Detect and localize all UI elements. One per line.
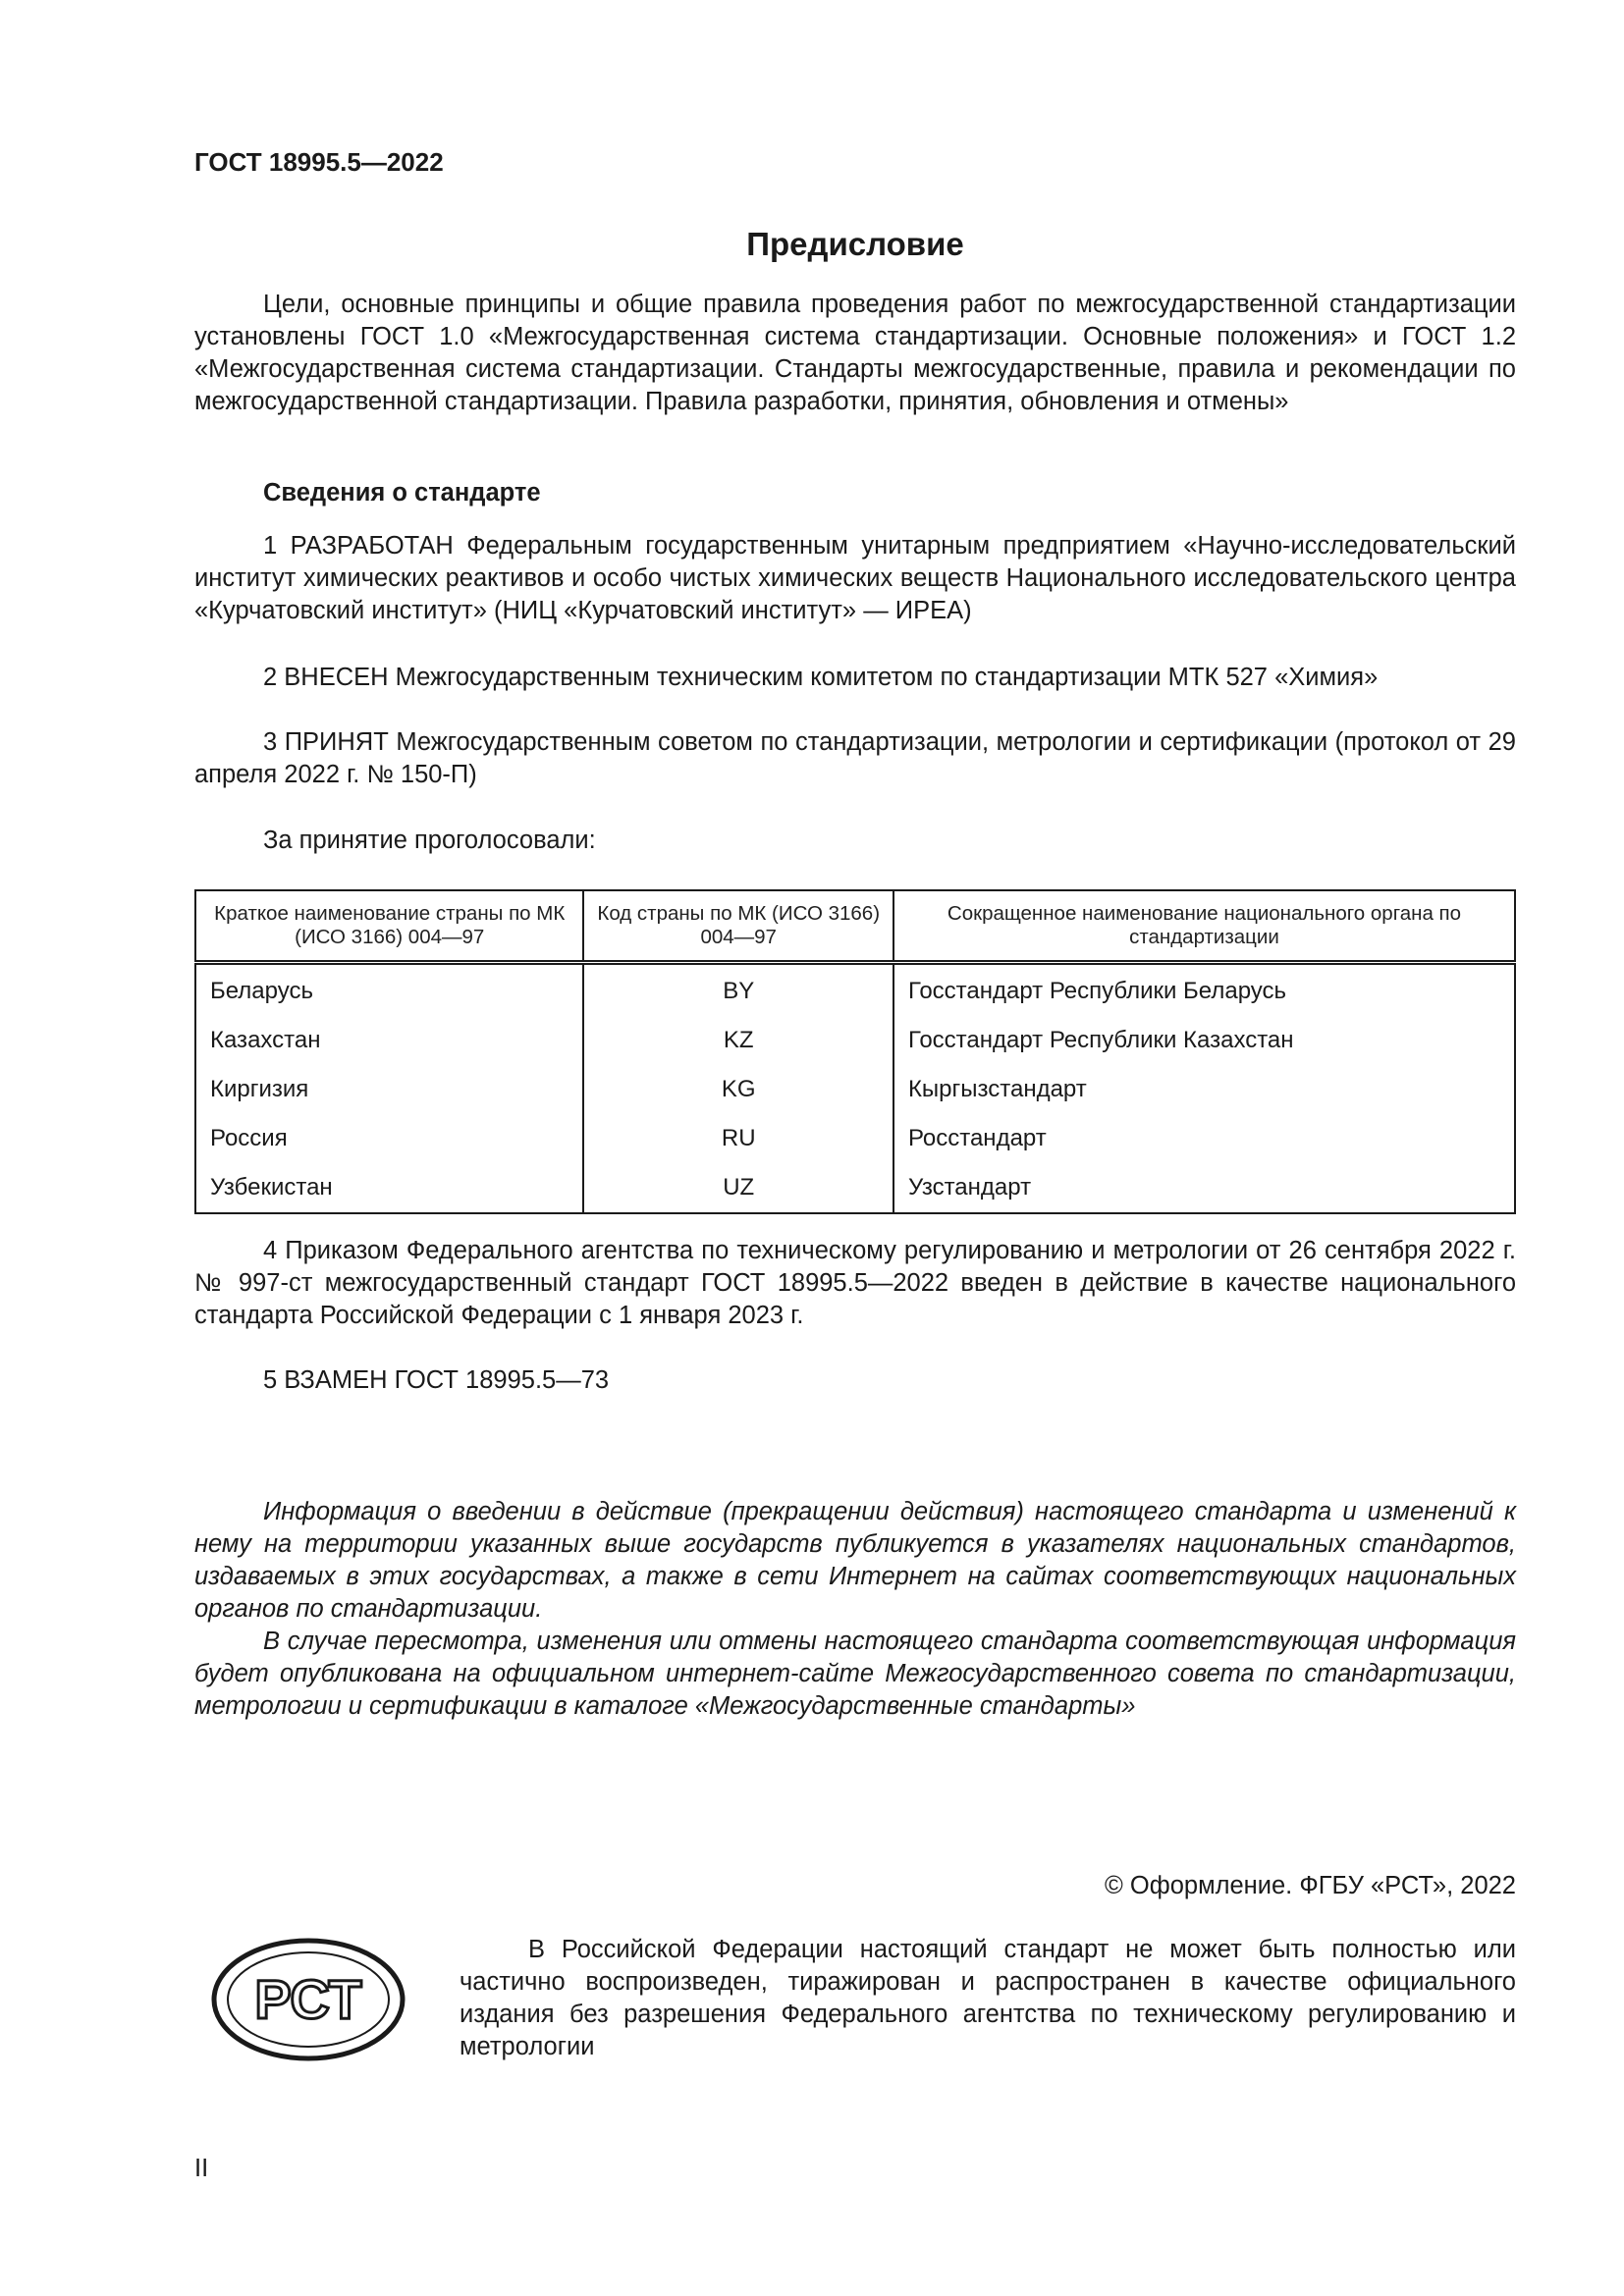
intro-paragraph: Цели, основные принципы и общие правила проведения работ по межгосударственной стандартизации установлены ГОСТ 1.0 «Межгосударственная система стандартизации. Основные положения» и ГОСТ 1.2 «Межгосударственная система стандартизации. Стандарты межгосударственные, правила и рекомендации по межгосударственной стандартизации. Правила разработки, принятия, обновления и отмены» [194,291,1516,415]
country-name: Узбекистан [195,1163,583,1213]
country-name: Казахстан [195,1016,583,1065]
page-title: Предисловие [746,226,964,262]
standards-body: Кыргызстандарт [893,1065,1515,1114]
country-code: BY [583,963,893,1017]
country-name: Россия [195,1114,583,1163]
country-code: KZ [583,1016,893,1065]
logo-text: РСТ [254,1968,362,2030]
table-row [195,1065,1515,1114]
item-adopted: 3 ПРИНЯТ Межгосударственным советом по стандартизации, метрологии и сертификации (протокол от 29 апреля 2022 г. № 150-П) [194,728,1516,788]
country-code: KG [583,1065,893,1114]
revision-notice: В случае пересмотра, изменения или отмены настоящего стандарта соответствующая информация будет опубликована на официальном интернет-сайте Межгосударственного совета по стандартизации, метрологии и сертификации в каталоге «Межгосударственные стандарты» [194,1628,1516,1720]
table-header-row [195,890,1515,963]
standards-body: Узстандарт [893,1163,1515,1213]
copyright-line: © Оформление. ФГБУ «РСТ», 2022 [1105,1872,1516,1899]
section-heading: Сведения о стандарте [263,479,541,507]
table-row [195,1114,1515,1163]
table-row [195,1016,1515,1065]
column-header-country: Краткое наименование страны по МК (ИСО 3166) 004—97 [195,890,583,963]
info-notice: Информация о введении в действие (прекращении действия) настоящего стандарта и изменений к нему на территории указанных выше государств публикуется в указателях национальных стандартов, издаваемых в этих государствах, а также в сети Интернет на сайтах соответствующих национальных органов по стандартизации. [194,1498,1516,1623]
table-row [195,963,1515,1017]
country-name: Киргизия [195,1065,583,1114]
item-enacted: 4 Приказом Федерального агентства по техническому регулированию и метрологии от 26 сентября 2022 г. № 997-ст межгосударственный стандарт ГОСТ 18995.5—2022 введен в действие в качестве национального стандарта Российской Федерации с 1 января 2023 г. [194,1237,1516,1329]
column-header-code: Код страны по МК (ИСО 3166) 004—97 [583,890,893,963]
country-name: Беларусь [195,963,583,1017]
country-code: RU [583,1114,893,1163]
standards-body: Госстандарт Республики Казахстан [893,1016,1515,1065]
voting-countries-table [194,889,1516,1214]
item-submitted: 2 ВНЕСЕН Межгосударственным техническим комитетом по стандартизации МТК 527 «Химия» [263,664,1379,691]
standard-code-header: ГОСТ 18995.5—2022 [194,147,444,177]
table-row [195,1163,1515,1213]
column-header-body: Сокращенное наименование национального органа по стандартизации [893,890,1515,963]
rst-logo-icon [210,1936,406,2063]
legal-notice: В Российской Федерации настоящий стандарт не может быть полностью или частично воспроизведен, тиражирован и распространен в качестве официального издания без разрешения Федерального агентства по техническому регулированию и метрологии [460,1936,1516,2060]
item-replaces: 5 ВЗАМЕН ГОСТ 18995.5—73 [263,1366,610,1394]
standards-body: Росстандарт [893,1114,1515,1163]
page-number: II [194,2155,209,2182]
standards-body: Госстандарт Республики Беларусь [893,963,1515,1017]
country-code: UZ [583,1163,893,1213]
vote-intro: За принятие проголосовали: [263,827,596,854]
item-developed: 1 РАЗРАБОТАН Федеральным государственным унитарным предприятием «Научно-исследовательский институт химических реактивов и особо чистых химических веществ Национального исследовательского центра «Курчатовский институт» (НИЦ «Курчатовский институт» — ИРЕА) [194,532,1516,624]
